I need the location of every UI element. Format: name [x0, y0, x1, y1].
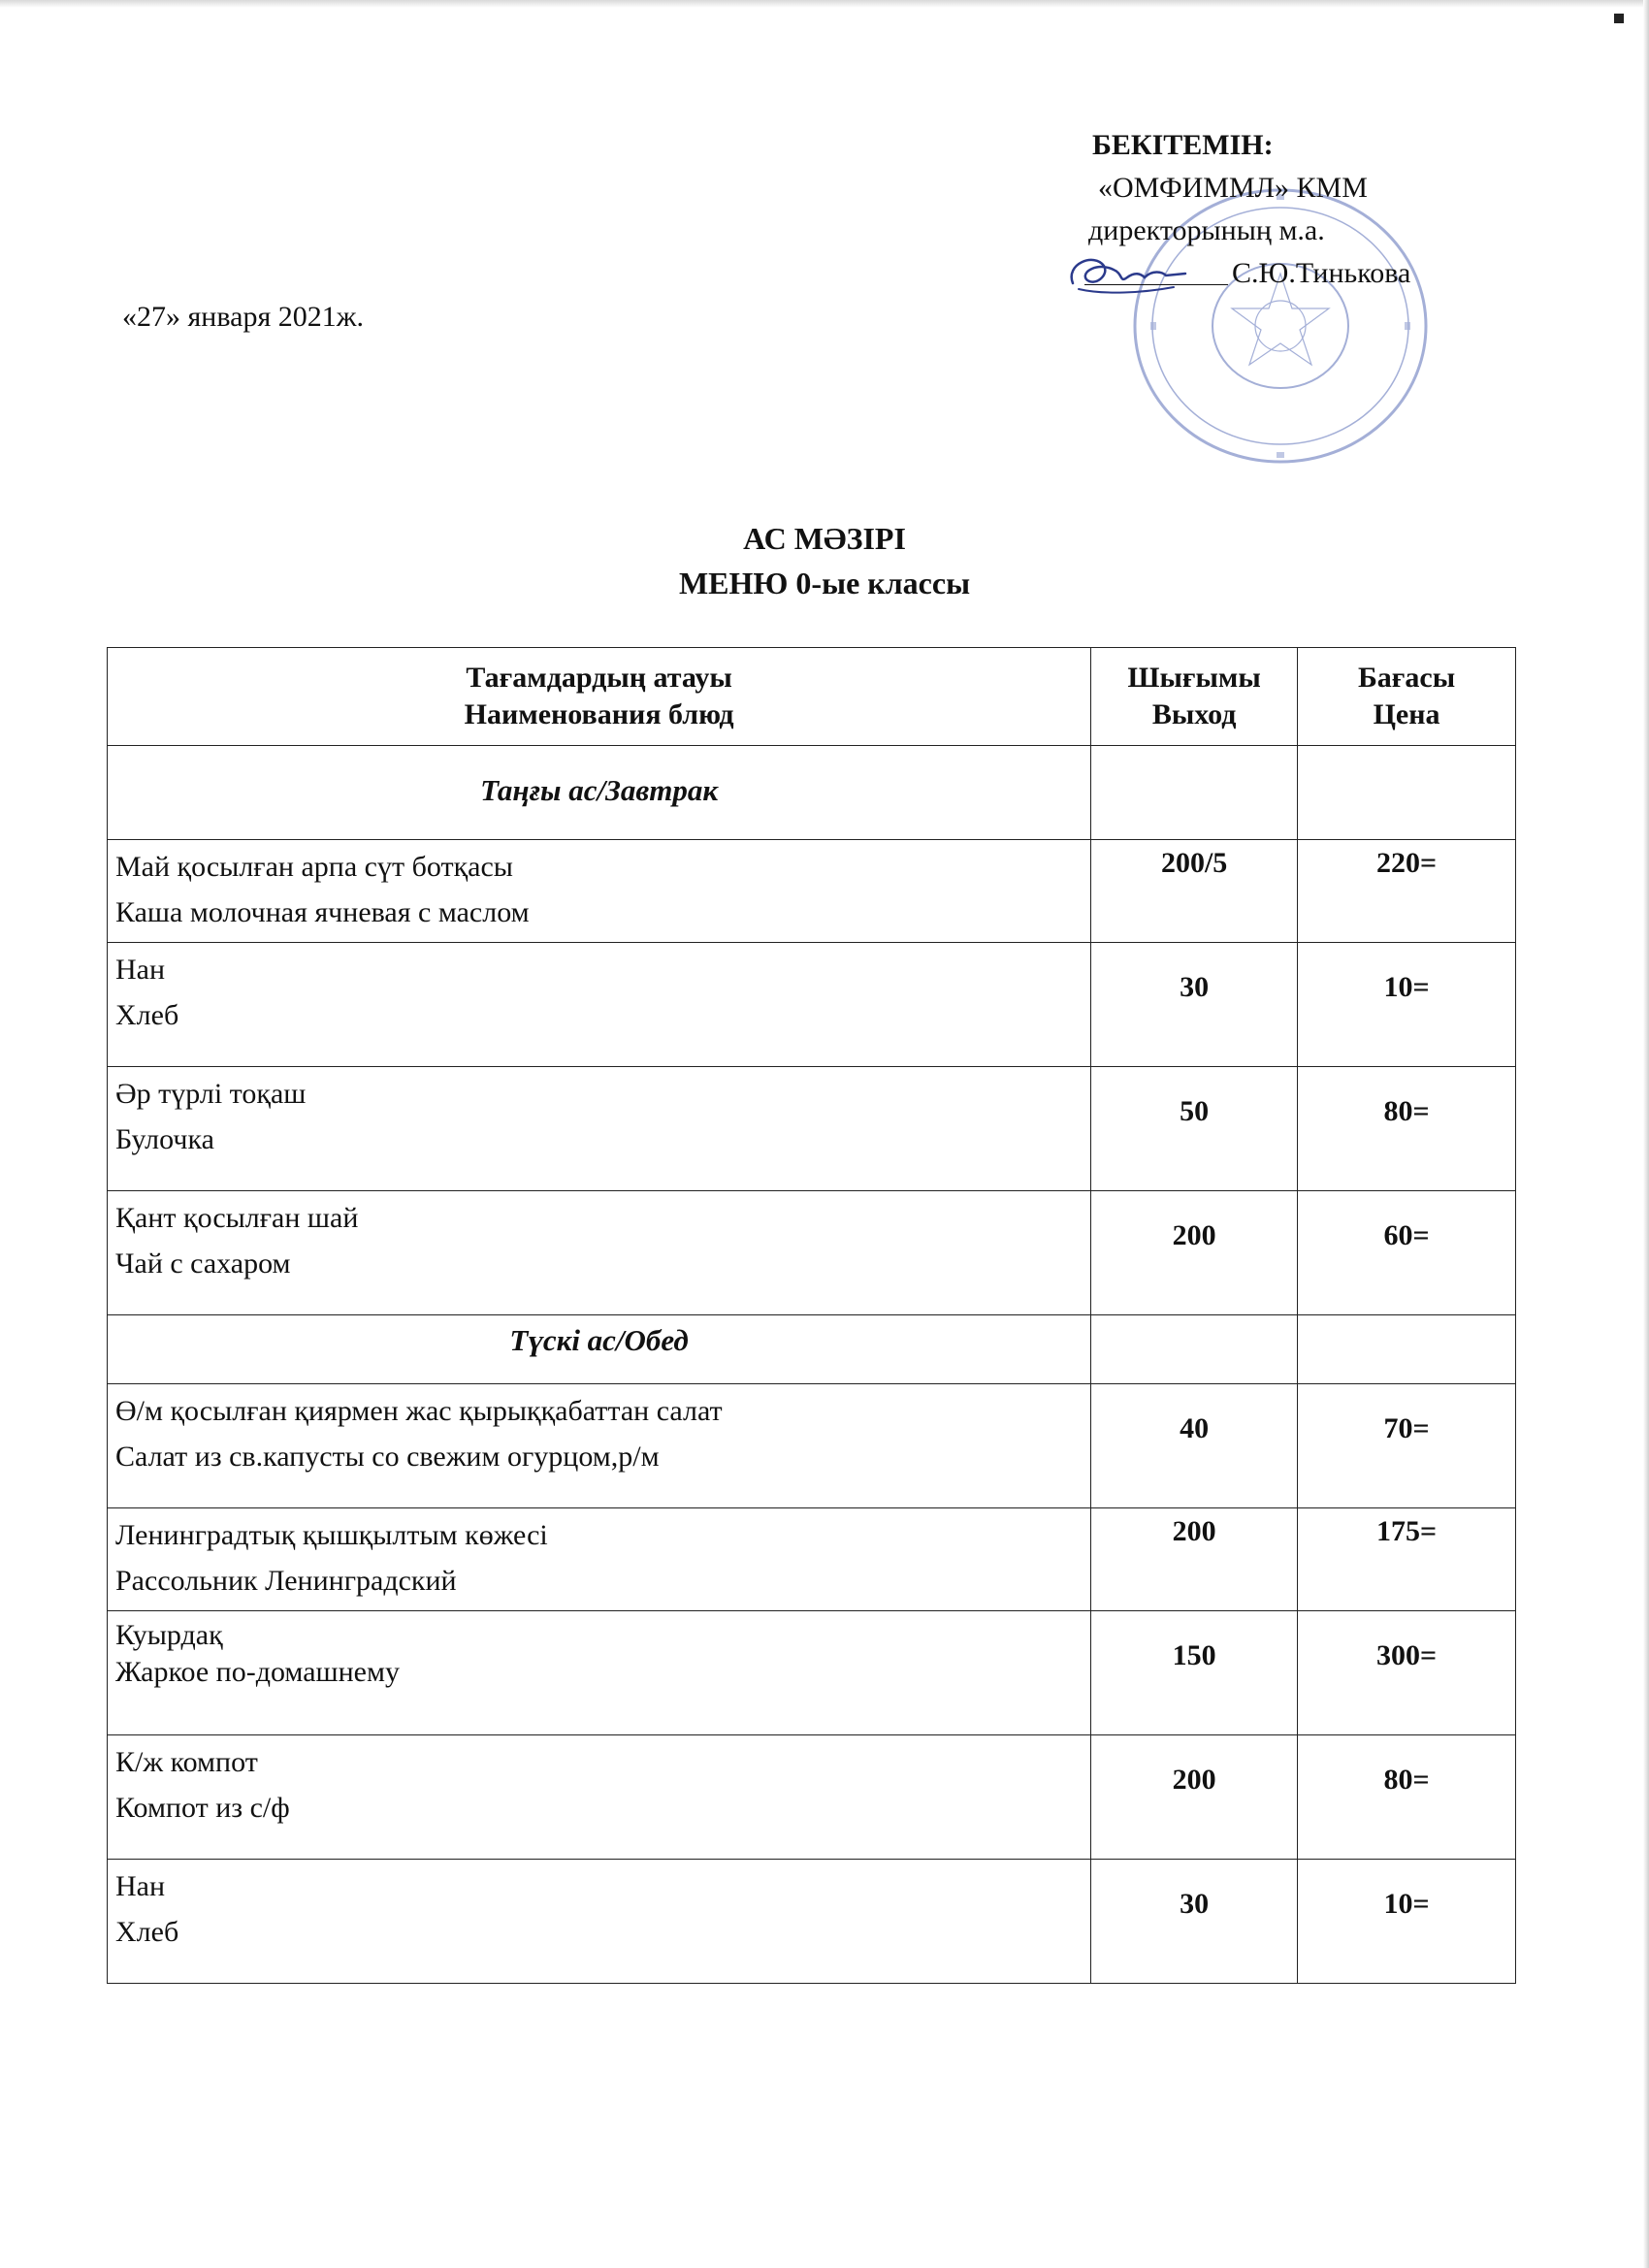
header-price-kz: Бағасы — [1357, 662, 1456, 694]
dish-name-cell — [108, 840, 1091, 943]
dish-price: 10= — [1298, 1860, 1516, 1984]
dish-name-ru: Чай с сахаром — [115, 1247, 291, 1280]
approval-organization: «ОМФИММЛ» КММ — [1098, 172, 1368, 204]
dish-price: 80= — [1298, 1735, 1516, 1860]
title-kz: АС МӘЗІРІ — [743, 521, 906, 556]
dish-name-kz: Қант қосылған шай — [115, 1202, 359, 1234]
dish-yield: 30 — [1091, 943, 1298, 1067]
dish-price: 175= — [1298, 1508, 1516, 1611]
header-price-ru: Цена — [1373, 698, 1440, 730]
header-name — [108, 648, 1091, 746]
document-date: «27» января 2021ж. — [122, 301, 364, 333]
dish-name-kz: Ө/м қосылған қиярмен жас қырыққабаттан салат — [115, 1395, 723, 1427]
table-row — [108, 1735, 1516, 1860]
dish-name-ru: Жаркое по-домашнему — [115, 1656, 400, 1688]
dish-name-ru: Рассольник Ленинградский — [115, 1565, 457, 1597]
dish-name-kz: Ленинградтық қышқылтым көжесі — [115, 1519, 548, 1551]
dish-yield: 40 — [1091, 1384, 1298, 1508]
section-empty-cell — [1091, 746, 1298, 840]
dish-price: 10= — [1298, 943, 1516, 1067]
table-row — [108, 1508, 1516, 1611]
dish-name-kz: Нан — [115, 1870, 166, 1902]
dish-price: 220= — [1298, 840, 1516, 943]
dish-name-cell — [108, 1611, 1091, 1735]
dish-name-cell — [108, 1067, 1091, 1191]
dish-yield: 30 — [1091, 1860, 1298, 1984]
dish-name-kz: Әр түрлі тоқаш — [115, 1078, 307, 1110]
table-row — [108, 1384, 1516, 1508]
dish-name-cell — [108, 1384, 1091, 1508]
dish-name-cell — [108, 943, 1091, 1067]
approval-position: директорының м.а. — [1088, 214, 1325, 246]
dish-name-kz: Нан — [115, 954, 166, 986]
dish-price: 70= — [1298, 1384, 1516, 1508]
section-empty-cell — [1298, 1315, 1516, 1384]
section-row-lunch — [108, 1315, 1516, 1384]
document-title — [0, 516, 1649, 605]
menu-table — [107, 647, 1516, 1984]
header-yield-kz: Шығымы — [1127, 662, 1261, 694]
approval-title: БЕКІТЕМІН: — [1092, 129, 1274, 161]
dish-name-cell — [108, 1508, 1091, 1611]
dish-name-ru: Булочка — [115, 1123, 214, 1155]
dish-name-ru: Хлеб — [115, 1916, 179, 1948]
dish-yield: 200 — [1091, 1191, 1298, 1315]
header-price — [1298, 648, 1516, 746]
dish-name-kz: Май қосылған арпа сүт ботқасы — [115, 851, 513, 883]
dish-yield: 50 — [1091, 1067, 1298, 1191]
dish-name-cell — [108, 1860, 1091, 1984]
header-name-ru: Наименования блюд — [464, 698, 734, 730]
dish-price: 60= — [1298, 1191, 1516, 1315]
dish-price: 300= — [1298, 1611, 1516, 1735]
section-row-breakfast — [108, 746, 1516, 840]
dish-yield: 150 — [1091, 1611, 1298, 1735]
table-row — [108, 1611, 1516, 1735]
signer-name: С.Ю.Тинькова — [1232, 257, 1411, 289]
section-label: Таңғы ас/Завтрак — [108, 746, 1091, 840]
dish-yield: 200 — [1091, 1508, 1298, 1611]
scan-edge — [1643, 0, 1649, 2268]
dish-name-cell — [108, 1191, 1091, 1315]
section-empty-cell — [1091, 1315, 1298, 1384]
dish-name-ru: Хлеб — [115, 999, 179, 1031]
dish-name-kz: Куырдақ — [115, 1619, 223, 1651]
dish-name-ru: Каша молочная ячневая с маслом — [115, 896, 530, 928]
dish-name-cell — [108, 1735, 1091, 1860]
table-header-row — [108, 648, 1516, 746]
table-row — [108, 1067, 1516, 1191]
section-empty-cell — [1298, 746, 1516, 840]
dish-yield: 200/5 — [1091, 840, 1298, 943]
header-yield — [1091, 648, 1298, 746]
title-ru: МЕНЮ 0-ые классы — [678, 566, 971, 600]
header-yield-ru: Выход — [1151, 698, 1237, 730]
header-name-kz: Тағамдардың атауы — [466, 662, 732, 694]
dish-yield: 200 — [1091, 1735, 1298, 1860]
dish-name-ru: Салат из св.капусты со свежим огурцом,р/м — [115, 1441, 660, 1473]
table-row — [108, 840, 1516, 943]
dish-name-kz: К/ж компот — [115, 1746, 258, 1778]
handwritten-signature-icon — [1065, 244, 1193, 303]
table-row — [108, 943, 1516, 1067]
scan-edge — [0, 0, 1649, 8]
table-row — [108, 1860, 1516, 1984]
dish-price: 80= — [1298, 1067, 1516, 1191]
table-row — [108, 1191, 1516, 1315]
scan-mark — [1614, 14, 1624, 23]
dish-name-ru: Компот из с/ф — [115, 1792, 290, 1824]
section-label: Түскі ас/Обед — [108, 1315, 1091, 1384]
